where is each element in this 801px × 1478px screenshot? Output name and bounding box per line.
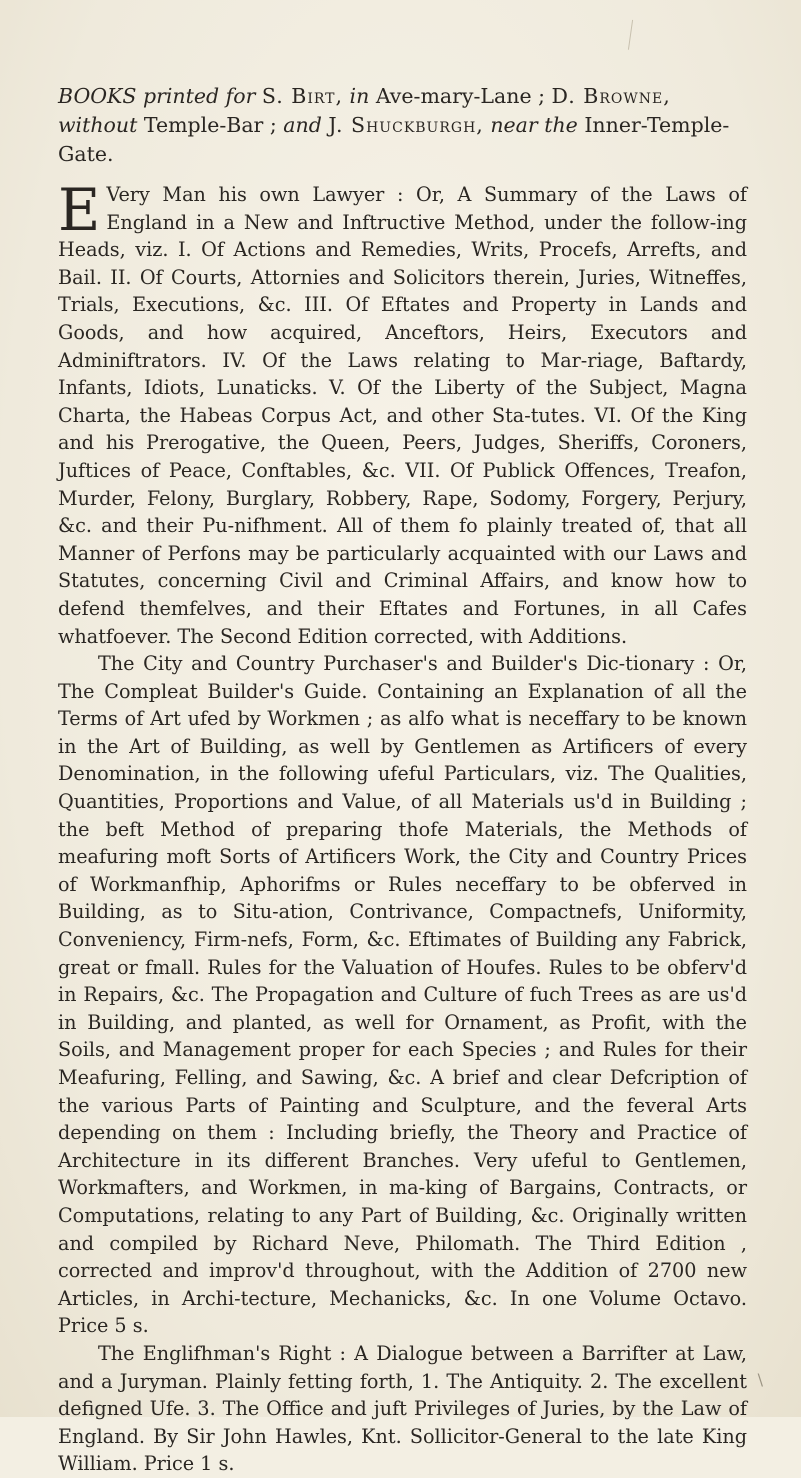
header-seller-2: D. Browne, [551,84,671,108]
header-without: without [58,113,138,137]
entry-builders-text: The City and Country Purchaser's and Builder's Dic-tionary : Or, The Compleat Builder's Guide. Containing an Explanation of all the Terms of Art ufed by Workmen ; as alfo what is neceffary to be known in the Art of Building, as well by Gentlemen as Artificers of every Denomination, in the following ufeful Particulars, viz. The Qualities, Quantities, Proportions and Value, of all Materials us'd in Building ; the beft Method of preparing thofe Materials, the Methods of meafuring moft Sorts of Artificers Work, the City and Country Prices of Workmanfhip, Aphorifms or Rules neceffary to be obferved in Building, as to Situ-ation, Contrivance, Compactnefs, Uniformity, Conveniency, Firm-nefs, Form, &c. Eftimates of Building any Fabrick, great or fmall. Rules for the Valuation of Houfes. Rules to be obferv'd in Repairs, &c. The Propagation and Culture of fuch Trees as are us'd in Building, and planted, as well for Ornament, as Profit, with the Soils, and Management proper for each Species ; and Rules for their Meafuring, Felling, and Sawing, &c. A brief and clear Defcription of the various Parts of Painting and Sculpture, and the feveral Arts depending on them : Including briefly, the Theory and Practice of Architecture in its different Branches. Very ufeful to Gentlemen, Workmafters, and Workmen, in ma-king of Bargains, Contracts, or Computations, relating to any Part of Building, &c. Originally written and compiled by Richard Neve, Philomath. The Third Edition , corrected and improv'd throughout, with the Addition of 2700 new Articles, in Archi-tecture, Mechanicks, &c. In one Volume Octavo. Price 5 s. [58,652,747,1338]
header-in: in [349,84,370,108]
drop-cap: E [58,176,101,244]
header-and: and [283,113,322,137]
booksellers-header [58,82,747,169]
fold-mark [628,20,636,50]
header-place-1: Ave-mary-Lane ; [375,84,546,108]
book-entry-englishmans-right [58,1340,747,1478]
header-books: BOOKS [58,84,137,108]
entry-englishman-text: The Englifhman's Right : A Dialogue between a Barrifter at Law, and a Juryman. Plainly fetting forth, 1. The Antiquity. 2. The excellent defigned Ufe. 3. The Office and juft Privileges of Juries, by the Law of England. By Sir John Hawles, Knt. Sollicitor-General to the late King William. Price 1 s. [58,1341,747,1476]
corner-mark: \ [757,1370,763,1389]
header-place-3: Inner-Temple-Gate. [58,113,730,166]
header-seller-3: J. Shuckburgh, [328,113,484,137]
header-seller-1: S. Birt, [261,84,343,108]
header-place-2: Temple-Bar ; [143,113,277,137]
header-printed-for: printed for [142,84,256,108]
book-entry-lawyer [58,176,747,650]
book-entry-builders-dictionary [58,650,747,1340]
header-near-the: near the [490,113,578,137]
entry-lawyer-text: Very Man his own Lawyer : Or, A Summary of the Laws of England in a New and Inftructive Method, under the follow-ing Heads, viz. I. Of Actions and Remedies, Writs, Procefs, Arrefts, and Bail. II. Of Courts, Attornies and Solicitors therein, Juries, Witneffes, Trials, Executions, &c. III. Of Eftates and Property in Lands and Goods, and how acquired, Anceftors, Heirs, Executors and Adminiftrators. IV. Of the Laws relating to Mar-riage, Baftardy, Infants, Idiots, Lunaticks. V. Of the Liberty of the Subject, Magna Charta, the Habeas Corpus Act, and other Sta-tutes. VI. Of the King and his Prerogative, the Queen, Peers, Judges, Sheriffs, Coroners, Juftices of Peace, Conftables, &c. VII. Of Publick Offences, Treafon, Murder, Felony, Burglary, Robbery, Rape, Sodomy, Forgery, Perjury, &c. and their Pu-nifhment. All of them fo plainly treated of, that all Manner of Perfons may be particularly acquainted with our Laws and Statutes, concerning Civil and Criminal Affairs, and know how to defend themfelves, and their Eftates and Fortunes, in all Cafes whatfoever. The Second Edition corrected, with Additions. [58,183,747,648]
